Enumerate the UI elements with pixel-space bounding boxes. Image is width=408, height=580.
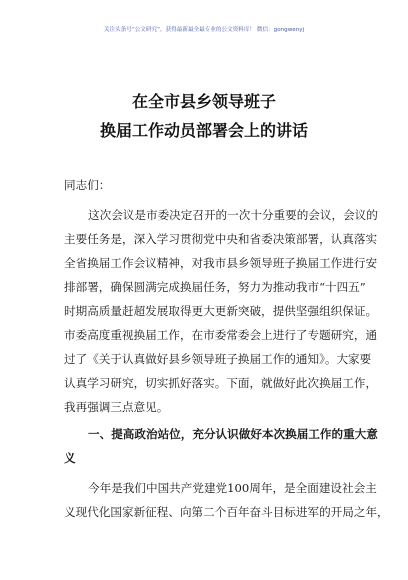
paragraph-2-line: 义现代化国家新征程、向第二个百年奋斗目标进军的开局之年， <box>64 505 389 519</box>
section-1-heading: 义 <box>64 451 76 465</box>
paragraph-1-line: 时期高质量赶超发展取得更大更新突破，提供坚强组织保证。 <box>64 304 378 318</box>
paragraph-1-line: 过了《关于认真做好县乡领导班子换届工作的通知》。大家要 <box>64 352 372 366</box>
paragraph-1-line: 排部署，确保圆满完成换届任务，努力为推动我市“十四五” <box>64 280 366 294</box>
paragraph-1-line: 认真学习研究，切实抓好落实。下面，就做好此次换届工作， <box>64 376 378 390</box>
document-title-line-1: 在全市县乡领导班子 <box>131 92 276 111</box>
paragraph-1-line: 主要任务是，深入学习贯彻党中央和省委决策部署，认真落实 <box>64 232 378 246</box>
paragraph-1-line: 我再强调三点意见。 <box>64 400 169 414</box>
paragraph-2-line: 今年是我们中国共产党建党100周年，是全面建设社会主 <box>88 481 377 495</box>
section-1-heading: 一、提高政治站位，充分认识做好本次换届工作的重大意 <box>88 427 378 441</box>
header-promo-note: 关注头条号“公文研究”，获得最新最全最专业的公文资料库！ 微信：gongwenyj <box>103 27 305 33</box>
paragraph-1-line: 市委高度重视换届工作，在市委常委会上进行了专题研究，通 <box>64 328 378 342</box>
salutation: 同志们： <box>64 178 111 192</box>
paragraph-1-line: 全省换届工作会议精神，对我市县乡领导班子换届工作进行安 <box>64 256 378 270</box>
document-title-line-2: 换届工作动员部署会上的讲话 <box>99 121 308 140</box>
paragraph-1-line: 这次会议是市委决定召开的一次十分重要的会议，会议的 <box>88 208 378 222</box>
